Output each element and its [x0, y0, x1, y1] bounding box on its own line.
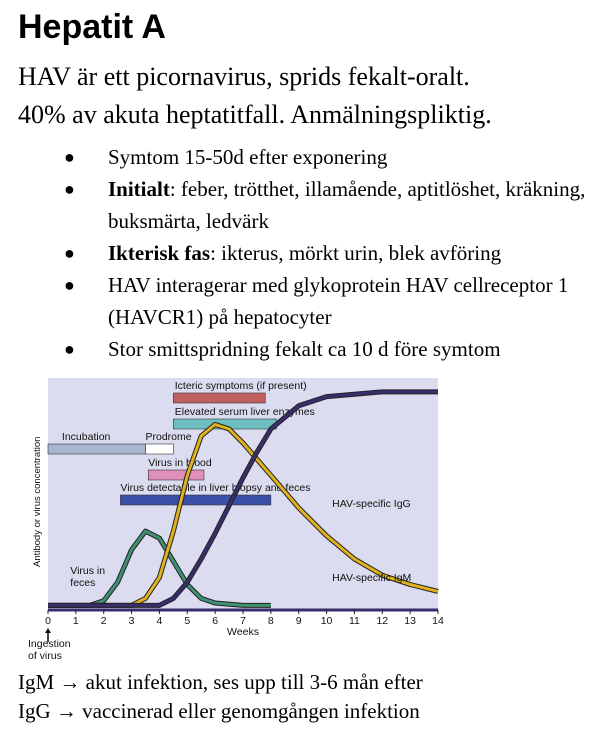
intro-line-1: HAV är ett picornavirus, sprids fekalt-oralt.: [18, 62, 470, 91]
list-item: [0, 173, 603, 237]
timeline-bar-label: Prodrome: [145, 431, 192, 443]
x-tick-label: 3: [128, 615, 135, 627]
x-tick-label: 12: [376, 615, 389, 627]
timeline-bar: [120, 495, 270, 505]
timeline-bar: [148, 470, 204, 480]
timeline-bar-label: Icteric symptoms (if present): [174, 380, 307, 392]
feces-label-line-2: feces: [70, 577, 96, 589]
ingestion-label-line-2: of virus: [28, 650, 62, 661]
x-tick-label: 13: [404, 615, 416, 627]
symptom-list: [0, 141, 603, 365]
list-item: [0, 269, 603, 333]
x-tick-label: 7: [240, 615, 246, 627]
chart-svg: [18, 374, 450, 661]
x-tick-label: 4: [156, 615, 163, 627]
timeline-bar-label: Elevated serum liver enzymes: [174, 406, 315, 418]
timeline-bar-label: Virus in blood: [148, 457, 212, 469]
intro-line-2: 40% av akuta heptatitfall. Anmälningspliktig.: [18, 100, 492, 129]
igg-label: HAV-specific IgG: [332, 498, 411, 510]
timeline-bar-label: Incubation: [61, 431, 111, 443]
list-item-text: : ikterus, mörkt urin, blek avföring: [210, 241, 502, 265]
hav-timeline-chart: [18, 374, 450, 661]
list-item-bold: Ikterisk fas: [108, 241, 211, 265]
page-title: Hepatit A: [18, 8, 166, 46]
footer-line-igm: IgM → akut infektion, ses upp till 3-6 mån efter: [18, 670, 423, 694]
footer-line-igg: IgG → vaccinerad eller genomgången infektion: [18, 699, 420, 723]
x-tick-label: 0: [45, 615, 51, 627]
list-item-text: Symtom 15-50d efter exponering: [108, 145, 388, 169]
x-tick-label: 5: [184, 615, 191, 627]
x-tick-label: 11: [348, 615, 360, 627]
x-axis-label: Weeks: [227, 626, 259, 638]
timeline-bar: [146, 444, 174, 454]
igm-label: HAV-specific IgM: [332, 572, 412, 584]
x-tick-label: 9: [295, 615, 302, 627]
bullet-dot-icon: ●: [64, 179, 75, 199]
ingestion-label-line-1: Ingestion: [28, 638, 71, 650]
list-item-text: Stor smittspridning fekalt ca 10 d före symtom: [108, 337, 501, 361]
x-tick-label: 2: [100, 615, 107, 627]
timeline-bar-label: Virus detectable in liver biopsy and feces: [120, 482, 311, 494]
timeline-bar: [48, 444, 146, 454]
y-axis-label: Antibody or virus concentration: [32, 436, 43, 567]
list-item-bold: Initialt: [108, 177, 170, 201]
bullet-dot-icon: ●: [64, 275, 75, 295]
x-tick-label: 8: [267, 615, 274, 627]
x-tick-label: 1: [72, 615, 79, 627]
bullet-dot-icon: ●: [64, 243, 75, 263]
ingestion-arrowhead-icon: [45, 628, 51, 633]
timeline-bar: [173, 393, 265, 403]
x-tick-label: 14: [432, 615, 444, 627]
list-item-text: HAV interagerar med glykoprotein HAV cellreceptor 1 (HAVCR1) på hepatocyter: [108, 273, 569, 329]
list-item: [0, 237, 603, 269]
bullet-dot-icon: ●: [64, 339, 75, 359]
feces-label-line-1: Virus in: [70, 565, 106, 577]
x-tick-label: 10: [320, 615, 333, 627]
list-item-text: : feber, trötthet, illamående, aptitlöshet, kräkning, buksmärta, ledvärk: [108, 177, 586, 233]
bullet-dot-icon: ●: [64, 147, 75, 167]
x-tick-label: 6: [212, 615, 219, 627]
list-item: [0, 333, 603, 365]
list-item: [0, 141, 603, 173]
